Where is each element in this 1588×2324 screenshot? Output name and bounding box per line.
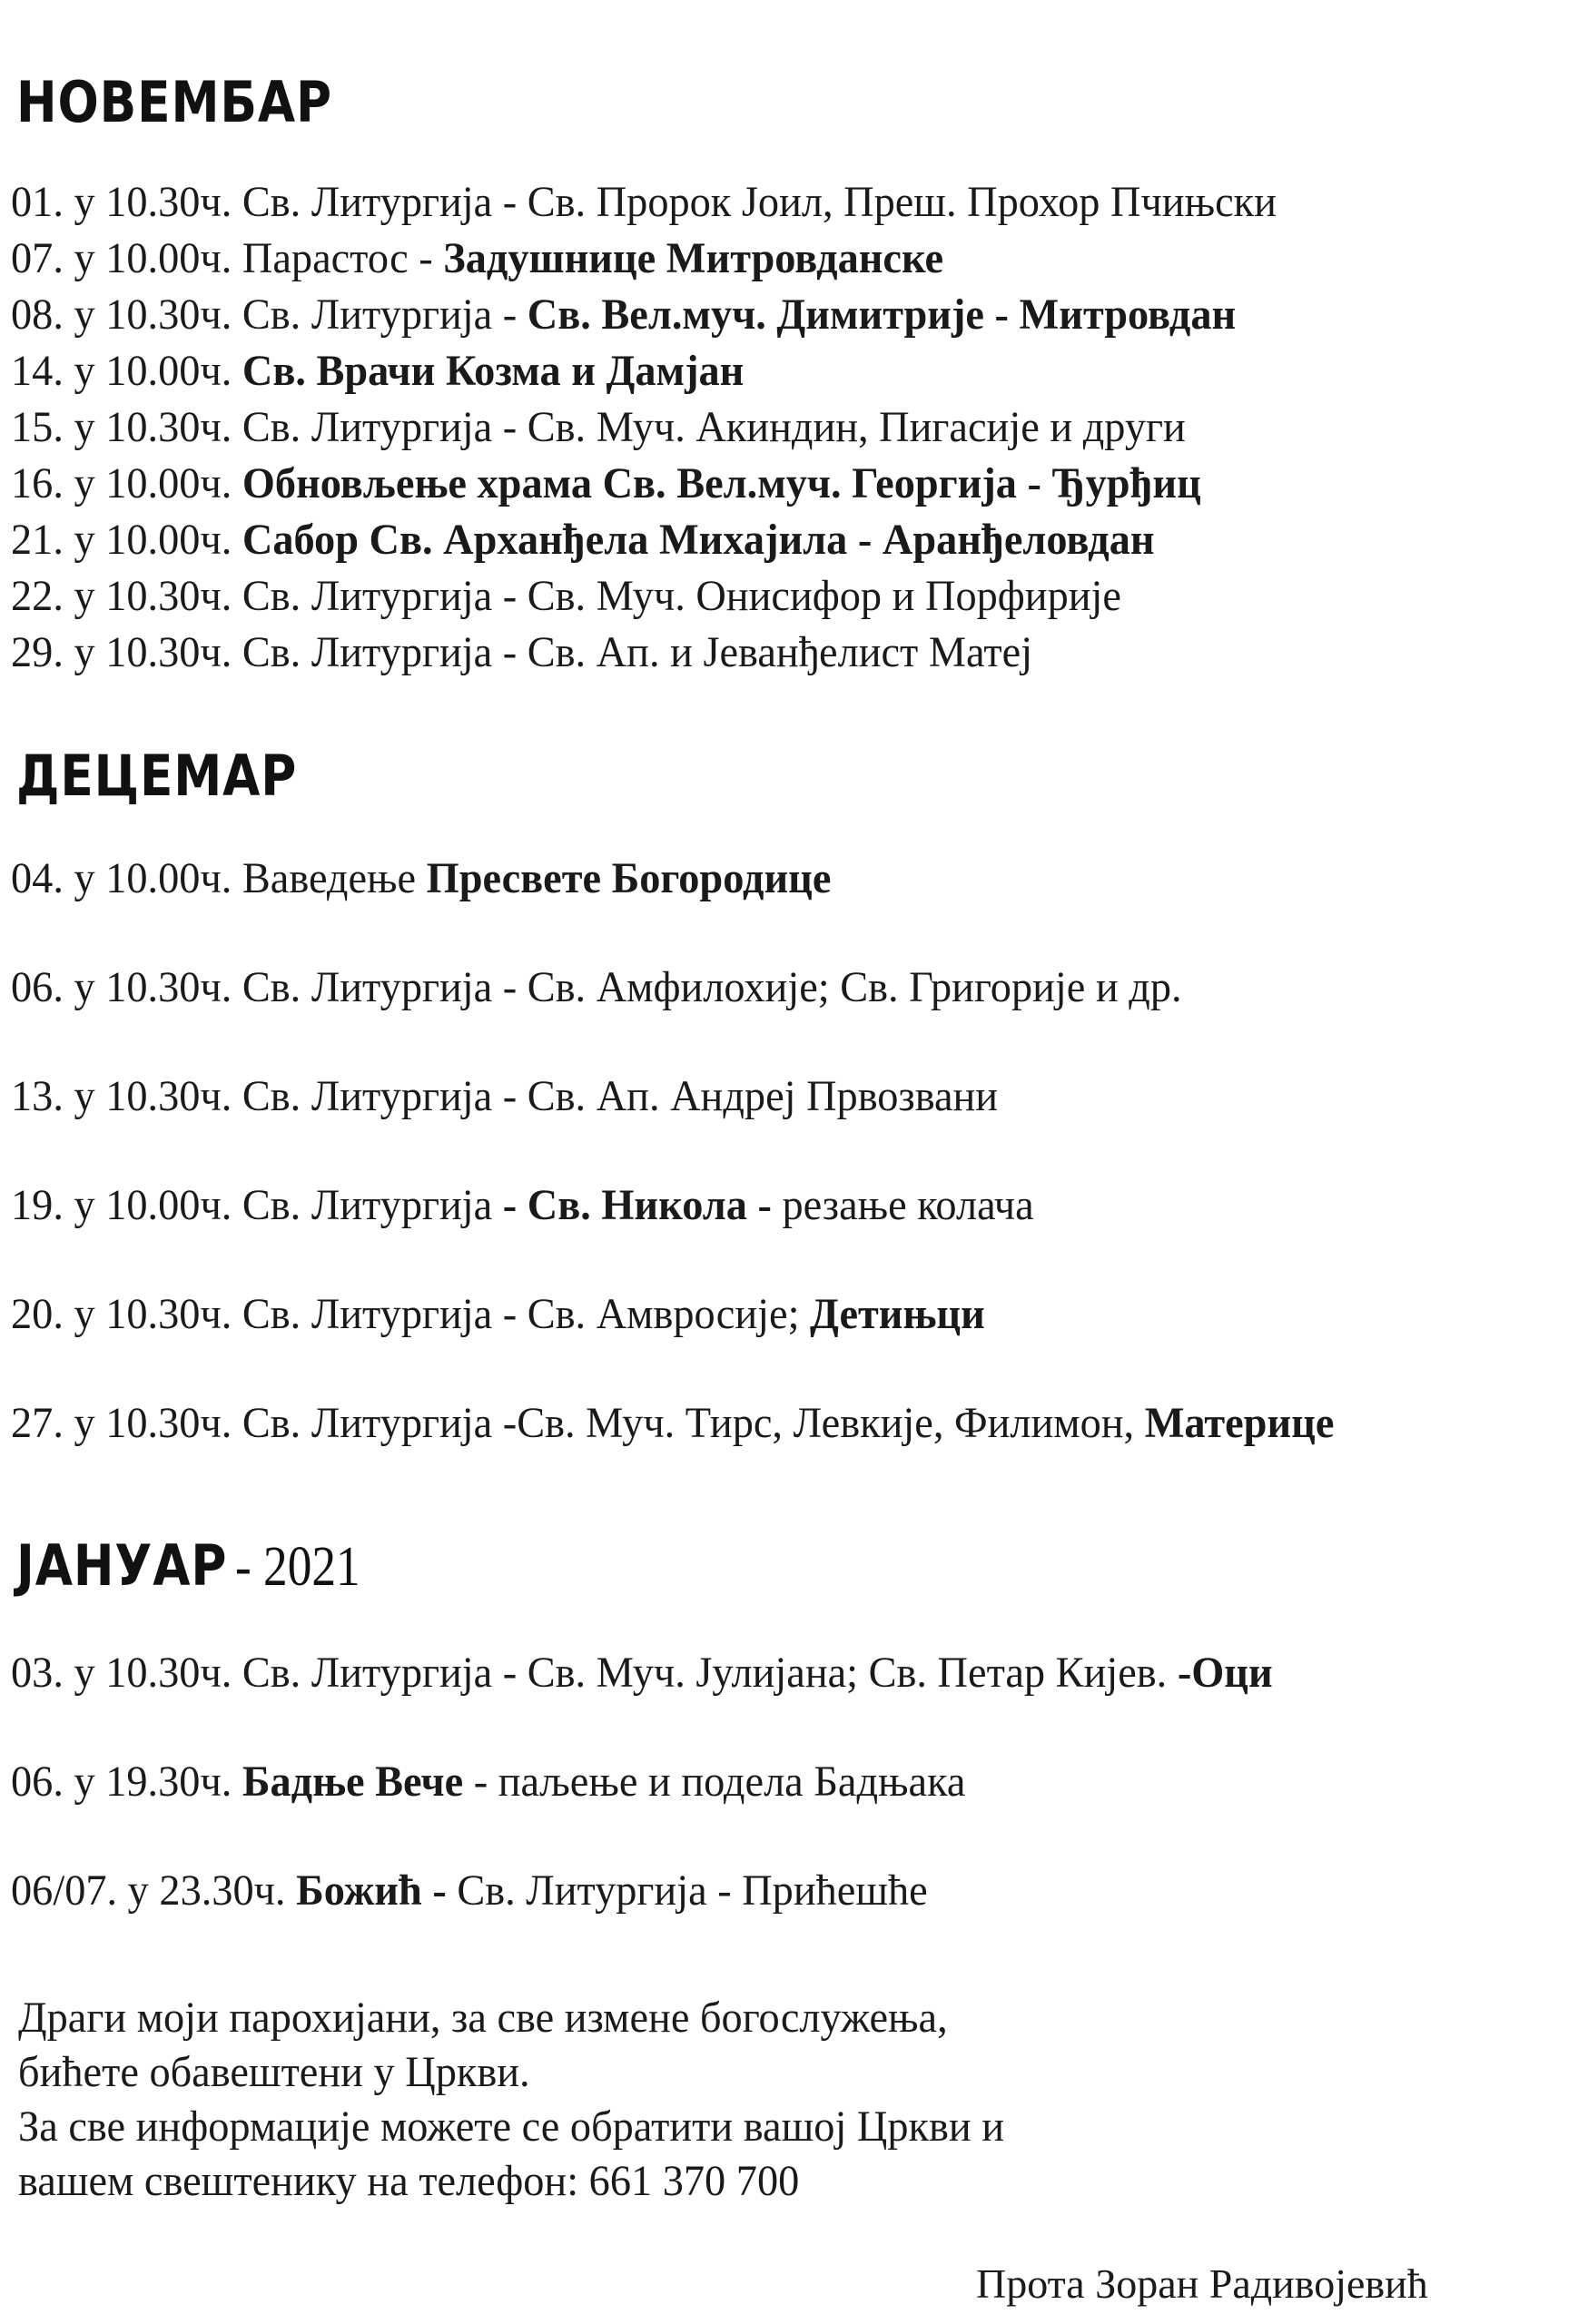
entry-text-bold: - Св. Никола -: [502, 1181, 783, 1229]
month-title-december: [16, 743, 298, 809]
schedule-entry: [11, 625, 1277, 681]
schedule-entry: [11, 343, 1277, 399]
month-title-january: [16, 1532, 360, 1599]
entry-text: 04. у 10.00ч. Ваведење: [11, 854, 427, 902]
entry-text-bold: Св. Вел.муч. Димитрије - Митровдан: [527, 290, 1237, 339]
entry-text-bold: Сабор Св. Арханђела Михајила - Аранђеловдан: [242, 516, 1155, 564]
notice-line: Драги моји парохијани, за све измене богослужења,: [18, 1994, 948, 2042]
schedule-list-december: [11, 851, 1382, 1452]
entry-text: 15. у 10.30ч. Св. Литургија - Св. Муч. Акиндин, Пигасије и други: [11, 403, 1186, 451]
signature: Прота Зоран Радивојевић: [976, 2260, 1428, 2307]
month-title-text: ДЕЦЕМАР: [16, 743, 298, 809]
entry-text: - паљење и подела Бадњака: [463, 1758, 966, 1806]
entry-text: резање колача: [782, 1181, 1034, 1229]
entry-text: 21. у 10.00ч.: [11, 516, 242, 564]
month-title-text: НОВЕМБАР: [16, 69, 332, 135]
parish-notice: [18, 1991, 1040, 2209]
entry-text: 22. у 10.30ч. Св. Литургија - Св. Муч. Онисифор и Порфирије: [11, 572, 1121, 620]
schedule-entry: [11, 1645, 1273, 1701]
entry-text: 13. у 10.30ч. Св. Литургија - Св. Ап. Андреј Првозвани: [11, 1072, 999, 1120]
notice-line: За све информације можете се обратити вашој Цркви и: [18, 2102, 1005, 2151]
notice-line: бићете обавештени у Цркви.: [18, 2048, 530, 2096]
schedule-entry: [11, 851, 1334, 907]
month-title-text: ЈАНУАР: [16, 1532, 228, 1599]
entry-text: 27. у 10.30ч. Св. Литургија -Св. Муч. Тирс, Левкије, Филимон,: [11, 1399, 1145, 1447]
schedule-list-january: [11, 1645, 1318, 1919]
entry-text: 03. у 10.30ч. Св. Литургија - Св. Муч. Јулијана; Св. Петар Кијев.: [11, 1649, 1178, 1697]
entry-text: 08. у 10.30ч. Св. Литургија -: [11, 290, 528, 339]
entry-text: 20. у 10.30ч. Св. Литургија - Св. Амвросије;: [11, 1290, 811, 1338]
schedule-entry: [11, 1286, 1334, 1343]
entry-text-bold: Материце: [1144, 1399, 1335, 1447]
entry-text: 06/07. у 23.30ч.: [11, 1866, 297, 1915]
entry-text-bold: Задушнице Митровданске: [443, 234, 944, 282]
entry-text: 06. у 10.30ч. Св. Литургија - Св. Амфилохије; Св. Григорије и др.: [11, 963, 1182, 1011]
entry-text-bold: Св. Врачи Козма и Дамјан: [242, 347, 745, 395]
schedule-entry: [11, 512, 1277, 568]
entry-text: 29. у 10.30ч. Св. Литургија - Св. Ап. и Јеванђелист Матеј: [11, 628, 1033, 676]
schedule-entry: [11, 568, 1277, 625]
schedule-entry: [11, 456, 1277, 512]
schedule-entry: [11, 1177, 1334, 1234]
entry-text-bold: -Оци: [1177, 1649, 1273, 1697]
entry-text-bold: Бадње Вече: [242, 1758, 464, 1806]
month-title-november: [16, 69, 332, 135]
schedule-entry: [11, 1754, 1273, 1810]
schedule-entry: [11, 1395, 1334, 1452]
entry-text-bold: Детињци: [810, 1290, 985, 1338]
entry-text: 06. у 19.30ч.: [11, 1758, 242, 1806]
year-label: - 2021: [234, 1536, 360, 1598]
entry-text: 19. у 10.00ч. Св. Литургија: [11, 1181, 503, 1229]
schedule-entry: [11, 1068, 1334, 1125]
schedule-entry: [11, 399, 1277, 456]
entry-text: 16. у 10.00ч.: [11, 459, 242, 507]
entry-text: 01. у 10.30ч. Св. Литургија - Св. Пророк Јоил, Преш. Прохор Пчињски: [11, 178, 1277, 226]
schedule-entry: [11, 174, 1277, 231]
schedule-entry: [11, 1863, 1273, 1919]
entry-text: Св. Литургија - Прићешће: [457, 1866, 928, 1915]
schedule-entry: [11, 231, 1277, 287]
entry-text: 07. у 10.00ч. Парастос -: [11, 234, 444, 282]
schedule-entry: [11, 960, 1334, 1016]
notice-line: вашем свештенику на телефон: 661 370 700: [18, 2157, 800, 2205]
entry-text: 14. у 10.00ч.: [11, 347, 242, 395]
schedule-list-november: [11, 174, 1322, 681]
entry-text-bold: Пресвете Богородице: [426, 854, 832, 902]
entry-text-bold: Божић -: [296, 1866, 458, 1915]
entry-text-bold: Обновљење храма Св. Вел.муч. Георгија - Ђурђиц: [242, 459, 1201, 507]
schedule-entry: [11, 287, 1277, 343]
